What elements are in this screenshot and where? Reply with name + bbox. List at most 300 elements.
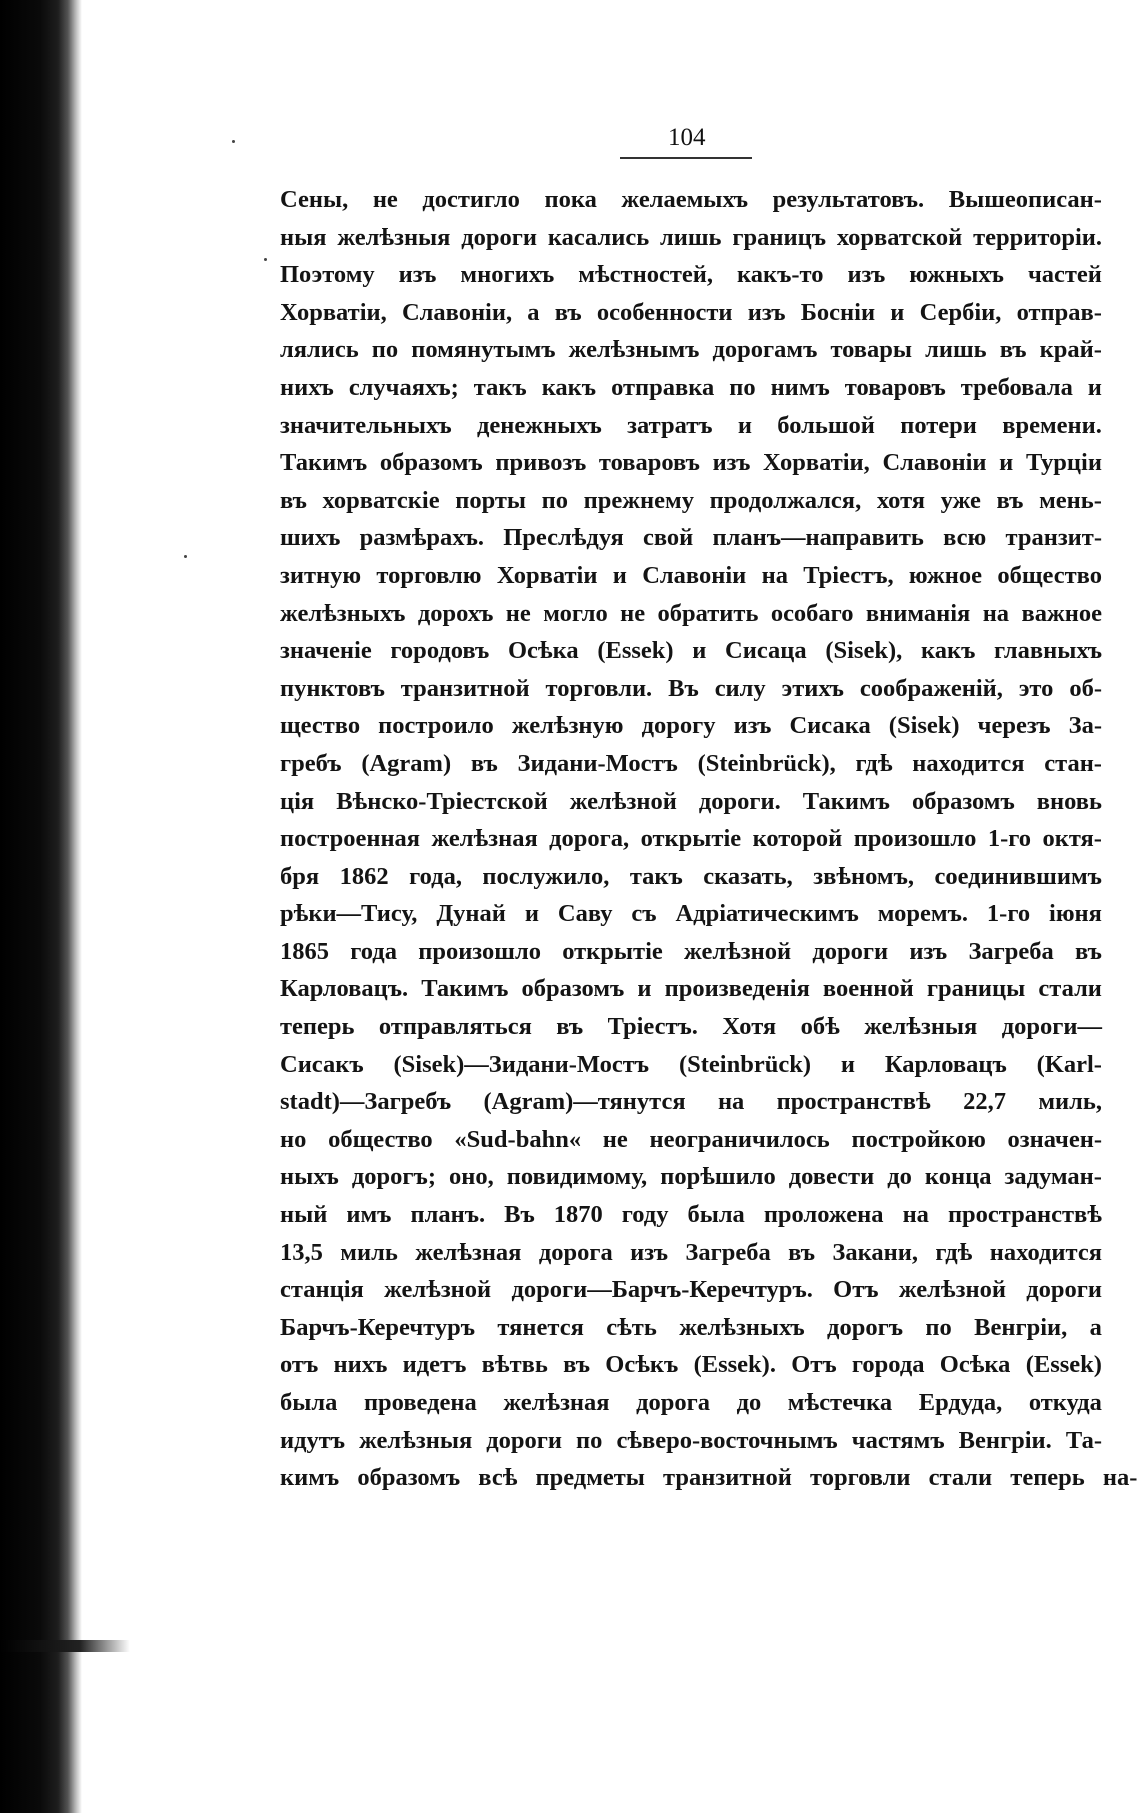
text-line xyxy=(280,637,1102,675)
word: Поэтому xyxy=(280,261,375,289)
text-line xyxy=(280,825,1102,863)
word: Загреба xyxy=(968,937,1054,965)
word: Та- xyxy=(1065,1426,1102,1454)
word: въ xyxy=(280,486,307,514)
word: проложена xyxy=(763,1201,884,1229)
word: и xyxy=(637,975,652,1003)
word: Сены, xyxy=(280,186,349,213)
word: мѣстностей, xyxy=(578,261,713,289)
word: тянется xyxy=(497,1313,584,1341)
word: свой xyxy=(642,524,694,552)
word: въ xyxy=(556,1013,584,1041)
word: 22,7 xyxy=(963,1088,1006,1116)
text-line xyxy=(280,788,1102,826)
word: образомъ xyxy=(911,787,1015,815)
text-line xyxy=(280,336,1102,374)
word: желѣзныя xyxy=(359,1426,473,1454)
word: вѣтвь xyxy=(481,1351,548,1379)
word: важное xyxy=(1021,599,1102,627)
word: пространствѣ xyxy=(776,1088,931,1116)
word: городовъ xyxy=(390,637,490,665)
word: дорога xyxy=(636,1389,711,1416)
word: не xyxy=(505,599,531,627)
text-line xyxy=(280,863,1102,901)
word: (Steinbrück) xyxy=(678,1050,811,1078)
word: звѣномъ, xyxy=(813,862,915,890)
paper-speck xyxy=(264,258,267,261)
word: оно, xyxy=(449,1163,494,1191)
word: по xyxy=(576,1426,603,1454)
word: дорога, xyxy=(549,825,630,853)
word: (Agram) xyxy=(361,749,452,777)
word: идутъ xyxy=(280,1426,346,1454)
word: октя- xyxy=(1042,825,1102,853)
text-line xyxy=(280,750,1102,788)
word: идетъ xyxy=(402,1351,467,1379)
word: 1862 xyxy=(339,862,389,890)
word: Адріатическимъ xyxy=(675,900,859,928)
word: Карловацъ xyxy=(884,1050,1007,1078)
word: изъ xyxy=(630,1238,668,1266)
word: изъ xyxy=(398,261,437,289)
word: порты xyxy=(455,486,527,514)
word: продолжался, xyxy=(709,486,862,514)
word: общество xyxy=(997,561,1102,589)
word: Вышеописан- xyxy=(948,186,1102,213)
word: изъ xyxy=(747,298,786,326)
word: въ xyxy=(554,298,582,326)
word: потери xyxy=(900,411,977,439)
text-line xyxy=(280,938,1102,976)
word: конца xyxy=(924,1163,992,1191)
word: желѣзныхъ xyxy=(280,599,406,627)
text-line xyxy=(280,1201,1102,1239)
text-line: кимъ образомъ всѣ предметы транзитной торговли стали теперь на- xyxy=(280,1464,1138,1492)
word: по xyxy=(729,373,756,401)
text-line xyxy=(280,600,1102,638)
word: достигло xyxy=(422,186,520,213)
word: но xyxy=(280,1125,307,1153)
header-rule xyxy=(620,157,752,159)
text-line xyxy=(280,299,1102,337)
word: Хотя xyxy=(722,1013,777,1041)
text-line xyxy=(280,1314,1102,1352)
word: (Sisek) xyxy=(888,712,960,740)
word: Сисака xyxy=(789,712,871,740)
text-line xyxy=(280,1389,1102,1427)
word: 1870 xyxy=(553,1201,603,1229)
word: на xyxy=(717,1088,745,1116)
word: черезъ xyxy=(977,712,1051,740)
word: желѣзнымъ xyxy=(568,336,700,364)
word: дороги xyxy=(486,1426,563,1454)
word: затратъ xyxy=(627,411,713,439)
word: лишь xyxy=(925,336,987,364)
word: Венгріи. xyxy=(958,1426,1052,1454)
word: желѣзныхъ xyxy=(679,1313,805,1341)
word: (Essek). xyxy=(693,1351,776,1379)
word: Сербіи, xyxy=(919,298,1002,326)
word: всю xyxy=(943,524,987,552)
text-line xyxy=(280,975,1102,1013)
word: Осѣкъ xyxy=(605,1351,679,1379)
word: 1-го xyxy=(987,825,1032,853)
text-line xyxy=(280,1126,1102,1164)
word: какъ xyxy=(541,373,597,401)
word: времени. xyxy=(1002,411,1102,439)
word: на xyxy=(902,1201,929,1229)
word: планъ. xyxy=(410,1201,486,1229)
word: и xyxy=(999,449,1014,477)
word: 1-го xyxy=(986,900,1031,928)
word: желѣзной xyxy=(569,787,677,815)
word: 13,5 xyxy=(280,1238,323,1266)
word: послужило, xyxy=(482,862,610,890)
word: желѣзной xyxy=(684,937,792,965)
word: денежныхъ xyxy=(476,411,602,439)
paper-speck xyxy=(232,140,235,143)
word: могло xyxy=(543,599,608,627)
word: нихъ xyxy=(280,373,334,401)
word: Венгріи, xyxy=(974,1313,1068,1341)
word: гребъ xyxy=(280,749,342,777)
word: Ердуда, xyxy=(918,1389,1003,1416)
word: произошло xyxy=(418,937,541,965)
word: въ xyxy=(1075,937,1102,965)
word: дороги xyxy=(1026,1276,1102,1304)
word: Загреба xyxy=(685,1238,771,1266)
word: частямъ xyxy=(851,1426,945,1454)
word: Вѣнско-Тріестской xyxy=(336,787,548,815)
word: по xyxy=(371,336,399,364)
word: желѣзная xyxy=(503,1389,610,1416)
word: касались xyxy=(547,223,650,251)
word: желѣзныя xyxy=(864,1013,978,1041)
word: и xyxy=(524,900,539,928)
binding-edge-mark xyxy=(0,1640,130,1652)
word: южное xyxy=(908,561,983,589)
word: Въ xyxy=(668,674,699,702)
word: случаяхъ; xyxy=(348,373,459,401)
word: товаровъ xyxy=(844,373,946,401)
word: Хорватіи, xyxy=(280,298,387,326)
word: мень- xyxy=(1039,486,1102,514)
word: откуда xyxy=(1028,1389,1102,1416)
word: частей xyxy=(1027,261,1102,289)
word: не xyxy=(602,1125,628,1153)
word: дорогу xyxy=(641,712,716,740)
word: транзит- xyxy=(1005,524,1102,552)
word: изъ xyxy=(909,937,948,965)
word: Славоніи xyxy=(642,561,747,589)
word: желаемыхъ xyxy=(621,186,749,213)
word: Босніи xyxy=(800,298,876,326)
word: границъ xyxy=(732,223,826,251)
text-line xyxy=(280,449,1102,487)
word: и xyxy=(692,637,707,665)
word: сказать, xyxy=(703,862,793,890)
word: щество xyxy=(280,712,361,740)
word: которой xyxy=(752,825,843,853)
word: моремъ. xyxy=(877,900,968,928)
text-line xyxy=(280,412,1102,450)
word: отправ- xyxy=(1016,298,1102,326)
word: «Sud-bahn« xyxy=(454,1125,582,1153)
word: до xyxy=(736,1389,762,1416)
word: южныхъ xyxy=(909,261,1004,289)
word: не xyxy=(620,599,646,627)
word: стали xyxy=(1038,975,1102,1003)
word: Тріестъ. xyxy=(607,1013,698,1041)
word: находится xyxy=(989,1238,1102,1266)
word: какъ-то xyxy=(736,261,824,289)
text-line xyxy=(280,487,1102,525)
word: желѣзная xyxy=(415,1238,522,1266)
word: гдѣ xyxy=(935,1238,973,1266)
word: съ xyxy=(631,900,657,928)
word: желѣзной xyxy=(898,1276,1006,1304)
word: прежнему xyxy=(583,486,694,514)
word: желѣзныя xyxy=(337,223,451,251)
word: изъ xyxy=(847,261,886,289)
word: произведенія xyxy=(664,975,810,1003)
word: торговли. xyxy=(545,674,653,702)
page-header xyxy=(620,124,760,164)
word: Славоніи, xyxy=(401,298,513,326)
word: товаровъ xyxy=(598,449,700,477)
text-line xyxy=(280,1427,1102,1465)
paper-speck xyxy=(184,555,187,558)
word: этихъ xyxy=(781,674,844,702)
word: проведена xyxy=(363,1389,477,1416)
word: повидимому, xyxy=(506,1163,648,1191)
word: въ xyxy=(788,1238,816,1266)
word: Тріестъ, xyxy=(803,561,894,589)
word: сѣть xyxy=(606,1313,657,1341)
word: Турціи xyxy=(1025,449,1102,477)
word: лишь xyxy=(660,223,722,251)
word: результатовъ. xyxy=(772,186,925,213)
word: была xyxy=(280,1389,338,1416)
word: а xyxy=(1089,1313,1102,1341)
word: особенности xyxy=(596,298,733,326)
word: (Essek) xyxy=(597,637,674,665)
word: гдѣ xyxy=(855,749,893,777)
word: общество xyxy=(328,1125,433,1153)
word: неограничилось xyxy=(649,1125,830,1153)
word: такъ xyxy=(629,862,683,890)
word: въ xyxy=(999,336,1027,364)
word: задуман- xyxy=(1004,1163,1102,1191)
text-line xyxy=(280,261,1102,299)
word: значеніе xyxy=(280,637,372,665)
word: желѣзной xyxy=(384,1276,492,1304)
text-line xyxy=(280,712,1102,750)
word: военной xyxy=(822,975,914,1003)
text-line xyxy=(280,1239,1102,1277)
word: (Sisek), xyxy=(825,637,903,665)
word: Саву xyxy=(557,900,613,928)
word: образомъ xyxy=(521,975,625,1003)
word: обѣ xyxy=(800,1013,840,1041)
word: построенная xyxy=(280,825,421,853)
word: Такимъ xyxy=(802,787,890,815)
word: миль, xyxy=(1038,1088,1102,1116)
word: ныя xyxy=(280,223,327,251)
text-line xyxy=(280,1351,1102,1389)
word: довести xyxy=(788,1163,875,1191)
word: отъ xyxy=(280,1351,319,1379)
word: Карловацъ. xyxy=(280,975,409,1003)
word: Барчъ-Керечтуръ xyxy=(280,1313,476,1341)
word: многихъ xyxy=(460,261,555,289)
word: года xyxy=(350,937,397,965)
word: нихъ xyxy=(333,1351,388,1379)
word: размѣрахъ. xyxy=(359,524,485,552)
word: торговлю xyxy=(376,561,482,589)
word: край- xyxy=(1039,336,1102,364)
word: дорога xyxy=(538,1238,613,1266)
word: произошло xyxy=(853,825,977,853)
word: изъ xyxy=(712,449,751,477)
word: обратить xyxy=(657,599,759,627)
word: хотя xyxy=(876,486,926,514)
word: stadt)—Загребъ xyxy=(280,1088,452,1116)
word: ныхъ xyxy=(280,1163,339,1191)
word: Въ xyxy=(504,1201,535,1229)
book-binding-shadow xyxy=(0,0,82,1813)
word: желѣзную xyxy=(511,712,624,740)
word: силу xyxy=(714,674,766,702)
word: большой xyxy=(777,411,875,439)
word: въ xyxy=(996,486,1024,514)
word: вниманія xyxy=(865,599,971,627)
word: была xyxy=(687,1201,745,1229)
word: мѣстечка xyxy=(787,1389,893,1416)
text-line xyxy=(280,1051,1102,1089)
word: по xyxy=(925,1313,952,1341)
page-number: 104 xyxy=(668,124,706,151)
word: особаго xyxy=(770,599,854,627)
word: (Essek) xyxy=(1025,1351,1102,1379)
word: не xyxy=(372,186,398,213)
text-line xyxy=(280,374,1102,412)
word: на xyxy=(761,561,788,589)
word: дороги xyxy=(461,223,538,251)
word: дороги— xyxy=(1001,1013,1102,1041)
word: (Karl- xyxy=(1036,1050,1102,1078)
text-line xyxy=(280,562,1102,600)
word: порѣшило xyxy=(660,1163,776,1191)
word: ція xyxy=(280,787,315,815)
word: до xyxy=(887,1163,912,1191)
word: бря xyxy=(280,862,320,890)
word: и xyxy=(1087,373,1102,401)
word: транзитной xyxy=(400,674,530,702)
word: дорогамъ xyxy=(712,336,818,364)
text-line xyxy=(280,900,1102,938)
word: такъ xyxy=(473,373,527,401)
word: означен- xyxy=(1007,1125,1102,1153)
word: теперь xyxy=(280,1013,355,1041)
word: Зидани-Мостъ xyxy=(517,749,678,777)
word: рѣки—Тису, xyxy=(280,900,418,928)
word: это xyxy=(1018,674,1054,702)
word: сѣверо-восточнымъ xyxy=(616,1426,838,1454)
word: вновь xyxy=(1036,787,1102,815)
word: отправляться xyxy=(378,1013,532,1041)
word: іюня xyxy=(1049,900,1102,928)
word: отправка xyxy=(611,373,715,401)
word: станція xyxy=(280,1276,364,1304)
word: Закани, xyxy=(832,1238,918,1266)
word: соображеній, xyxy=(859,674,1003,702)
word: Сисакъ xyxy=(280,1050,364,1078)
word: въ xyxy=(563,1351,590,1379)
word: дорогъ; xyxy=(351,1163,436,1191)
word: планъ—направить xyxy=(712,524,924,552)
word: Отъ xyxy=(833,1276,879,1304)
word: лялись xyxy=(280,336,359,364)
word: открытіе xyxy=(640,825,742,853)
text-line xyxy=(280,224,1102,262)
word: Славоніи xyxy=(882,449,987,477)
word: пунктовъ xyxy=(280,674,385,702)
word: (Agram)—тянутся xyxy=(483,1088,686,1116)
word: Дунай xyxy=(436,900,506,928)
word: пространствѣ xyxy=(947,1201,1102,1229)
word: Отъ xyxy=(791,1351,837,1379)
word: пока xyxy=(544,186,597,213)
word: уже xyxy=(940,486,981,514)
word: соединившимъ xyxy=(934,862,1102,890)
word: Преслѣдуя xyxy=(503,524,624,552)
word: (Steinbrück), xyxy=(697,749,836,777)
word: года, xyxy=(409,862,462,890)
word: имъ xyxy=(346,1201,392,1229)
word: дорохъ xyxy=(417,599,494,627)
word: построило xyxy=(378,712,494,740)
word: образомъ xyxy=(379,449,483,477)
word: значительныхъ xyxy=(280,411,452,439)
word: главныхъ xyxy=(994,637,1102,665)
text-line xyxy=(280,1088,1102,1126)
word: За- xyxy=(1068,712,1102,740)
word: Хорватіи, xyxy=(763,449,870,477)
word: нимъ xyxy=(770,373,830,401)
word: требовала xyxy=(960,373,1073,401)
word: желѣзная xyxy=(431,825,538,853)
word: миль xyxy=(340,1238,398,1266)
word: (Sisek)—Зидани-Мостъ xyxy=(393,1050,650,1078)
text-line xyxy=(280,186,1102,224)
word: Такимъ xyxy=(280,449,368,477)
word: города xyxy=(851,1351,925,1379)
word: Хорватіи xyxy=(496,561,598,589)
text-line xyxy=(280,675,1102,713)
word: находится xyxy=(912,749,1025,777)
text-line xyxy=(280,1276,1102,1314)
word: и xyxy=(612,561,627,589)
word: и xyxy=(840,1050,855,1078)
word: хорватской xyxy=(836,223,963,251)
word: стан- xyxy=(1044,749,1102,777)
word: Сисаца xyxy=(725,637,807,665)
text-line xyxy=(280,524,1102,562)
word: на xyxy=(982,599,1010,627)
word: дороги xyxy=(812,937,889,965)
word: шихъ xyxy=(280,524,341,552)
